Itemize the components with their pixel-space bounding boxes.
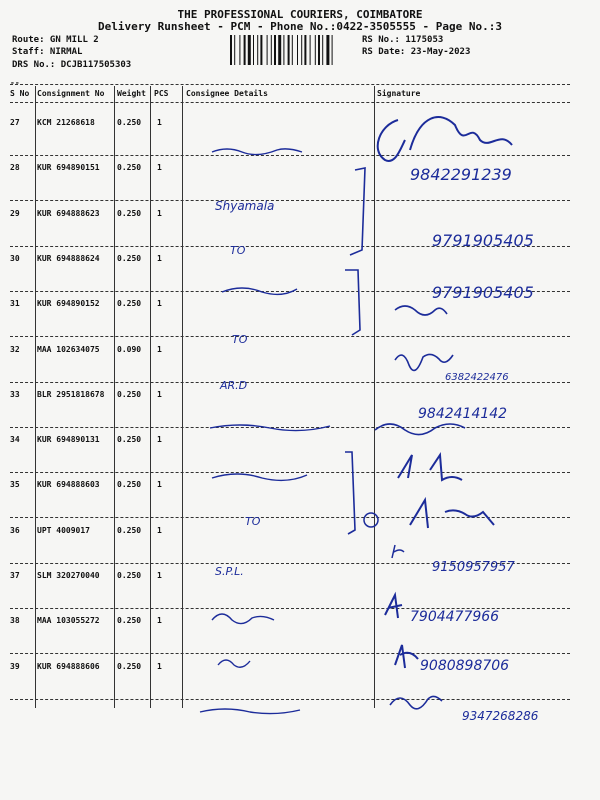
col-header-signature: Signature (377, 89, 421, 98)
row-sno: 31 (10, 299, 20, 308)
handwritten-phone: 9347268286 (462, 709, 539, 723)
handwritten-consignee: TO (245, 515, 261, 528)
page-title: THE PROFESSIONAL COURIERS, COIMBATORE (177, 8, 423, 21)
row-weight: 0.250 (117, 616, 142, 625)
col-header-pcs: PCS (154, 89, 169, 98)
col-header-consignee: Consignee Details (186, 89, 268, 98)
signature-scribble (395, 645, 418, 668)
row-pcs: 1 (157, 390, 162, 399)
row-sno: 32 (10, 345, 20, 354)
rs-number: RS No.: 1175053 (362, 35, 444, 45)
signature-scribble (375, 424, 465, 435)
row-consignment-no: KUR 694888624 (37, 254, 100, 263)
row-weight: 0.250 (117, 118, 142, 127)
consignee-scribble (200, 709, 300, 714)
consignee-scribble (218, 660, 250, 667)
col-header-sno: S No (10, 89, 30, 98)
signature-scribble (392, 545, 404, 558)
row-consignment-no: KUR 694888623 (37, 209, 100, 218)
row-sno: 37 (10, 571, 20, 580)
row-consignment-no: KUR 694890151 (37, 163, 100, 172)
handwritten-phone: 9842414142 (418, 406, 508, 422)
signature-scribble (410, 500, 494, 528)
row-consignment-no: KUR 694888606 (37, 662, 100, 671)
row-sno: 38 (10, 616, 20, 625)
row-sno: 36 (10, 526, 20, 535)
consignee-scribble (212, 149, 302, 155)
row-weight: 0.250 (117, 254, 142, 263)
row-sno: 30 (10, 254, 20, 263)
row-pcs: 1 (157, 209, 162, 218)
row-pcs: 1 (157, 299, 162, 308)
row-sno: 39 (10, 662, 20, 671)
consignee-scribble (210, 425, 330, 431)
bracket-mark (345, 452, 355, 534)
handwritten-phone: 7904477966 (410, 609, 500, 625)
staff-label: Staff: NIRMAL (12, 47, 83, 57)
consignee-scribble (212, 474, 307, 480)
handwritten-phone: 9791905405 (432, 283, 534, 302)
row-pcs: 1 (157, 616, 162, 625)
row-consignment-no: UPT 4009017 (37, 526, 90, 535)
row-consignment-no: MAA 103055272 (37, 616, 100, 625)
row-consignment-no: KUR 694888603 (37, 480, 100, 489)
signature-scribble (390, 696, 442, 708)
row-sno: 28 (10, 163, 20, 172)
row-sno: 33 (10, 390, 20, 399)
bracket-mark (345, 270, 360, 335)
row-weight: 0.250 (117, 163, 142, 172)
col-header-weight: Weight (117, 89, 146, 98)
row-consignment-no: MAA 102634075 (37, 345, 100, 354)
row-sno: 34 (10, 435, 20, 444)
route-label: Route: GN MILL 2 (12, 35, 99, 45)
bracket-mark (350, 168, 365, 255)
handwritten-phone: 9080898706 (420, 658, 510, 674)
row-pcs: 1 (157, 571, 162, 580)
row-weight: 0.090 (117, 345, 142, 354)
signature-scribble (385, 595, 402, 618)
row-weight: 0.250 (117, 390, 142, 399)
row-pcs: 1 (157, 435, 162, 444)
handwritten-phone: 6382422476 (445, 372, 509, 383)
handwritten-consignee: TO (230, 244, 246, 257)
consignee-scribble (222, 288, 297, 294)
handwritten-consignee: S.P.L. (215, 565, 244, 578)
signature-scribble (378, 120, 405, 161)
row-weight: 0.250 (117, 299, 142, 308)
handwritten-phone: 9842291239 (410, 165, 512, 184)
row-pcs: 1 (157, 118, 162, 127)
handwritten-phone: 9150957957 (432, 560, 515, 575)
page-subtitle: Delivery Runsheet - PCM - Phone No.:0422-3505555 - Page No.:3 (98, 20, 502, 33)
signature-scribble (410, 117, 512, 150)
handwritten-consignee: TO (232, 333, 248, 346)
row-weight: 0.250 (117, 435, 142, 444)
handwritten-phone: 9791905405 (432, 231, 534, 250)
header-dash-marker: -- (10, 78, 20, 87)
row-pcs: 1 (157, 526, 162, 535)
drs-number: DRS No.: DCJB117505303 (12, 60, 132, 70)
consignee-scribble (212, 614, 274, 624)
signature-scribble (395, 306, 447, 315)
signature-scribble (398, 455, 462, 480)
row-consignment-no: KCM 21268618 (37, 118, 95, 127)
row-weight: 0.250 (117, 662, 142, 671)
signature-scribble (395, 354, 453, 370)
row-consignment-no: SLM 320270040 (37, 571, 100, 580)
row-pcs: 1 (157, 163, 162, 172)
row-sno: 27 (10, 118, 20, 127)
row-weight: 0.250 (117, 571, 142, 580)
row-pcs: 1 (157, 254, 162, 263)
rs-date: RS Date: 23-May-2023 (362, 47, 471, 57)
row-weight: 0.250 (117, 209, 142, 218)
col-header-consignment: Consignment No (37, 89, 105, 98)
row-pcs: 1 (157, 662, 162, 671)
row-consignment-no: BLR 2951818678 (37, 390, 105, 399)
circled-mark (364, 513, 378, 527)
row-pcs: 1 (157, 480, 162, 489)
handwritten-consignee: AR.D (220, 379, 248, 392)
row-consignment-no: KUR 694890152 (37, 299, 100, 308)
row-weight: 0.250 (117, 526, 142, 535)
row-pcs: 1 (157, 345, 162, 354)
row-sno: 35 (10, 480, 20, 489)
row-sno: 29 (10, 209, 20, 218)
row-consignment-no: KUR 694890131 (37, 435, 100, 444)
row-weight: 0.250 (117, 480, 142, 489)
handwritten-consignee: Shyamala (215, 199, 275, 213)
